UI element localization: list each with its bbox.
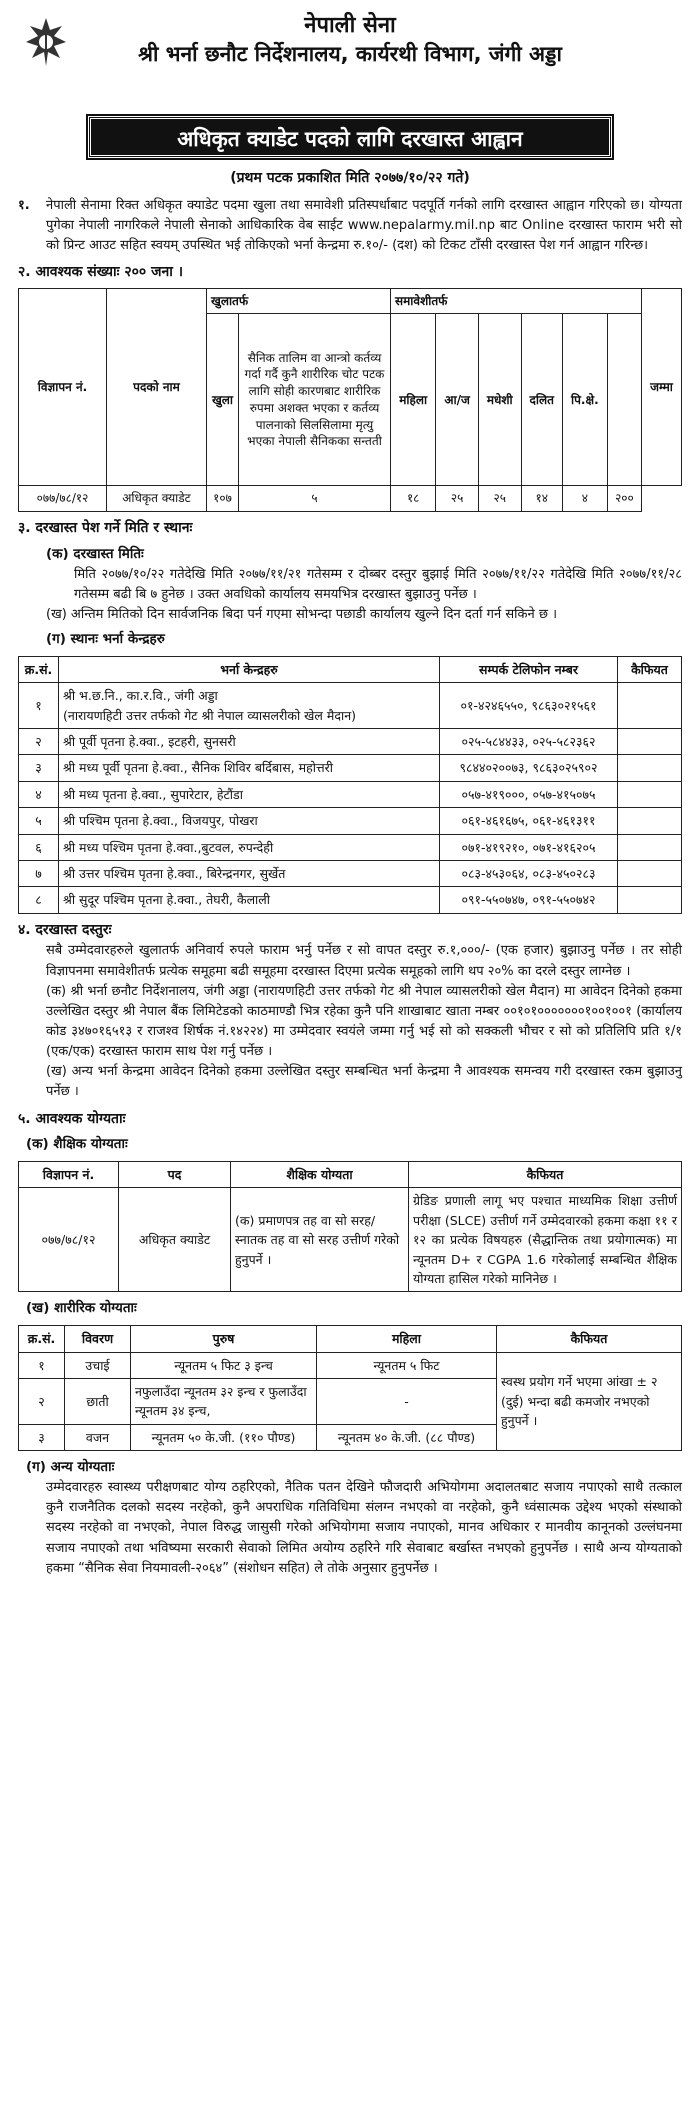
phys-header-female: महिला (317, 1326, 497, 1352)
section-3-ka-text: मिति २०७७/१०/२२ गतेदेखि मिति २०७७/११/२१ गतेसम्म र दोब्बर दस्तुर बुझाई मिति २०७७/११/२२ गतेदेखि मिति २०७७/११/२८ गतेसम्म बढी बि ७ हुनेछ । उक्त अवधिको कार्यालय समयभित्र दरखास्त बुझाउनु पर्नेछ । (74, 566, 682, 602)
center-name (59, 683, 440, 729)
vacancy-cell: १०७ (207, 486, 239, 512)
section-1-number: १. (18, 197, 30, 213)
centers-header-phone: सम्पर्क टेलिफोन नम्बर (440, 656, 618, 682)
phys-cell-sn: १ (19, 1352, 65, 1378)
section-1-text: नेपाली सेनामा रिक्त अधिकृत क्याडेट पदमा खुला तथा समावेशी प्रतिस्पर्धाबाट पदपूर्ति गर्नको लागि दरखास्त आह्वान गरिएको छ। योग्यता पुगेका नेपाली नागरिकले नेपाली सेनाको आधिकारिक वेब साईट www.nepalarmy.mil.np बाट Online दरखास्त फाराम भरी सो को प्रिन्ट आउट सहित स्वयम् उपस्थित भई तोकिएको भर्ना केन्द्रमा रु.१०/- (दश) को टिकट टाँसी दरखास्त पेश गर्न आह्वान गरिन्छ। (46, 197, 682, 253)
center-name (59, 887, 440, 913)
phys-cell-desc: छाती (65, 1379, 131, 1425)
vacancy-header-ad: विज्ञापन नं. (19, 288, 107, 486)
phys-cell-female: न्यूनतम ५ फिट (317, 1352, 497, 1378)
vacancy-table (18, 288, 682, 512)
directorate-name: श्री भर्ना छनौट निर्देशनालय, कार्यरथी विभाग, जंगी अड्डा (138, 42, 562, 66)
center-name-line: श्री उत्तर पश्चिम पृतना हे.क्वा., बिरेन्द्रनगर, सुर्खेत (63, 865, 286, 881)
center-sn: ३ (19, 755, 59, 781)
center-sn: ८ (19, 887, 59, 913)
center-phone: ०५७-४१९०००, ०५७-४१५०७५ (440, 781, 618, 807)
table-row (19, 1352, 682, 1378)
center-sn: ४ (19, 781, 59, 807)
table-row (19, 729, 682, 755)
phys-cell-remarks: स्वस्थ प्रयोग गर्ने भएमा आंखा ± २ (दुई) भन्दा बढी कमजोर नभएको हुनुपर्ने । (497, 1352, 682, 1451)
section-1 (18, 196, 682, 256)
phys-cell-male: नफुलाउँदा न्यूनतम ३२ इन्च र फुलाउँदा न्यूनतम ३४ इन्च, (131, 1379, 317, 1425)
edu-header-qual: शैक्षिक योग्यता (231, 1162, 409, 1188)
center-name (59, 781, 440, 807)
vacancy-cell: २०० (607, 486, 641, 512)
vacancy-cell: ४ (562, 486, 607, 512)
phys-cell-sn: ३ (19, 1424, 65, 1450)
publication-date: (प्रथम पटक प्रकाशित मिति २०७७/१०/२२ गते) (230, 170, 470, 186)
vacancy-header-total: जम्मा (642, 288, 682, 486)
center-phone: ९८४४०२००७३, ९८६३०२५९०२ (440, 755, 618, 781)
vacancy-header-dalit: दलित (521, 314, 562, 486)
table-row (19, 683, 682, 729)
center-name-line: श्री भ.छ.नि., का.र.वि., जंगी अड्डा (63, 688, 218, 704)
center-name-line: श्री मध्य पृतना हे.क्वा., सुपारेटार, हेटौंडा (63, 786, 243, 802)
notice-banner: अधिकृत क्याडेट पदको लागि दरखास्त आह्वान (88, 116, 612, 158)
edu-header-remarks: कैफियत (409, 1162, 682, 1188)
edu-cell-ad: ०७७/७८/१२ (19, 1188, 119, 1292)
table-row (19, 860, 682, 886)
army-emblem-icon (24, 16, 68, 70)
center-sn: २ (19, 729, 59, 755)
center-name-line: श्री मध्य पूर्वी पृतना हे.क्वा., सैनिक शिविर बर्दिबास, महोत्तरी (63, 760, 333, 776)
phys-cell-male: न्यूनतम ५० के.जी. (११० पौण्ड) (131, 1424, 317, 1450)
section-5-title: ५. आवश्यक योग्यताः (18, 1110, 126, 1127)
phys-cell-female: - (317, 1379, 497, 1425)
center-name-line: श्री मध्य पश्चिम पृतना हे.क्वा.,बुटवल, रुपन्देही (63, 839, 274, 855)
table-row (19, 808, 682, 834)
center-remarks (618, 887, 682, 913)
vacancy-cell: २५ (436, 486, 478, 512)
section-5-kha-title: (ख) शारीरिक योग्यताः (26, 1300, 137, 1317)
recruitment-centers-table (18, 656, 682, 914)
center-name-detail: (नारायणहिटी उत्तर तर्फको गेट श्री नेपाल व्यासलरीको खेल मैदान) (63, 707, 357, 723)
phys-header-desc: विवरण (65, 1326, 131, 1352)
center-phone: ०९१-५५०७४७, ०९१-५५०७४२ (440, 887, 618, 913)
section-3-ka-title: (क) दरखास्त मितिः (46, 545, 144, 562)
vacancy-header-aj: आ/ज (436, 314, 478, 486)
edu-header-post: पद (119, 1162, 231, 1188)
phys-cell-desc: वजन (65, 1424, 131, 1450)
phys-cell-sn: २ (19, 1379, 65, 1425)
notice-header (18, 12, 682, 110)
center-sn: ७ (19, 860, 59, 886)
center-name (59, 755, 440, 781)
edu-cell-post: अधिकृत क्याडेट (119, 1188, 231, 1292)
phys-header-sn: क्र.सं. (19, 1326, 65, 1352)
section-3-ga-title: (ग) स्थानः भर्ना केन्द्रहरु (46, 631, 165, 648)
center-phone: ०७१-४१९२१०, ०७१-४१६२०५ (440, 834, 618, 860)
center-phone: ०२५-५८४४३३, ०२५-५८२३६२ (440, 729, 618, 755)
table-row (19, 887, 682, 913)
section-4-kha: (ख) अन्य भर्ना केन्द्रमा आवेदन दिनेको हकमा उल्लेखित दस्तुर सम्बन्धित भर्ना केन्द्रमा नै आवश्यक समन्वय गरी दरखास्त रकम बुझाउनु पर्नेछ । (46, 1064, 682, 1100)
center-name (59, 729, 440, 755)
table-row (19, 755, 682, 781)
center-sn: ५ (19, 808, 59, 834)
physical-table (18, 1325, 682, 1451)
section-4-p1: सबै उम्मेदवारहरुले खुलातर्फ अनिवार्य रुपले फाराम भर्नु पर्नेछ र सो वापत दस्तुर रु.१,०००/- (एक हजार) बुझाउनु पर्नेछ । तर सोही विज्ञापनमा समावेशीतर्फ प्रत्येक समूहमा बढी समूहमा दरखास्त दिएमा प्रत्येक समूहको लागि थप २०% का दरले दस्तुर लाग्नेछ । (46, 943, 682, 979)
phys-cell-desc: उचाई (65, 1352, 131, 1378)
vacancy-cell: ०७७/७८/१२ (19, 486, 107, 512)
vacancy-header-inclusive: समावेशीतर्फ (391, 288, 642, 314)
section-2-title: २. आवश्यक संख्याः २०० जना । (18, 264, 184, 281)
vacancy-header-pichhadiyeko: पि.क्षे. (562, 314, 607, 486)
center-phone: ०८३-४५३०६४, ०८३-४५०२८३ (440, 860, 618, 886)
vacancy-header-female: महिला (391, 314, 436, 486)
centers-header-sn: क्र.सं. (19, 656, 59, 682)
vacancy-header-madhesi: मधेशी (478, 314, 521, 486)
center-name (59, 808, 440, 834)
table-row (19, 486, 682, 512)
table-row (19, 834, 682, 860)
vacancy-cell: १४ (521, 486, 562, 512)
vacancy-header-khula: खुला (207, 314, 239, 486)
vacancy-header-open: खुलातर्फ (207, 288, 391, 314)
phys-cell-female: न्यूनतम ४० के.जी. (८८ पौण्ड) (317, 1424, 497, 1450)
edu-cell-qual: (क) प्रमाणपत्र तह वा सो सरह/ स्नातक तह वा सो सरह उत्तीर्ण गरेको हुनुपर्ने । (231, 1188, 409, 1292)
center-remarks (618, 781, 682, 807)
section-3-title: ३. दरखास्त पेश गर्ने मिति र स्थानः (18, 519, 193, 536)
table-row (19, 781, 682, 807)
center-phone: ०६१-४६१६७५, ०६१-४६१३११ (440, 808, 618, 834)
section-5-ka-title: (क) शैक्षिक योग्यताः (26, 1136, 128, 1153)
vacancy-header-post: पदको नाम (107, 288, 207, 486)
center-name-line: श्री पूर्वी पृतना हे.क्वा., इटहरी, सुनसरी (63, 734, 236, 750)
center-remarks (618, 729, 682, 755)
org-name: नेपाली सेना (304, 13, 396, 38)
edu-cell-remarks: ग्रेडिङ प्रणाली लागू भए पश्चात माध्यमिक शिक्षा उत्तीर्ण परीक्षा (SLCE) उत्तीर्ण गर्ने उम्मेदवारको हकमा कक्षा ११ र १२ का प्रत्येक विषयहरु (सैद्धान्तिक तथा प्रयोगात्मक) मा न्यूनतम D+ र CGPA 1.6 गरेकोलाई सम्बन्धित शैक्षिक योग्यता हासिल गरेको मानिनेछ । (409, 1188, 682, 1292)
vacancy-cell: ५ (239, 486, 391, 512)
vacancy-cell: १८ (391, 486, 436, 512)
center-sn: ६ (19, 834, 59, 860)
center-name-line: श्री पश्चिम पृतना हे.क्वा., विजयपुर, पोखरा (63, 813, 258, 829)
center-remarks (618, 755, 682, 781)
edu-header-ad: विज्ञापन नं. (19, 1162, 119, 1188)
center-name (59, 834, 440, 860)
center-sn: १ (19, 683, 59, 729)
center-phone: ०१-४२४६५५०, ९८६३०२१५६१ (440, 683, 618, 729)
section-4-ka: (क) श्री भर्ना छनौट निर्देशनालय, जंगी अड्डा (नारायणहिटी उत्तर तर्फको गेट श्री नेपाल व्यासलरीको खेल मैदान) मा आवेदन दिनेको हकमा उल्लेखित दस्तुर श्री नेपाल बैंक लिमिटेडको काठमाण्डौ भित्र रहेका कुनै पनि शाखाबाट खाता नम्बर ००१०१०००००००१००१००१ (कार्यालय कोड ३४७०१६५१३ र राजश्व शिर्षक नं.१४२२४) मा उम्मेदवार स्वयंले जम्मा गर्नु भई सो को सक्कली भौचर र सो को प्रतिलिपि प्रति १/१ (एक/एक) दरखास्त फाराम साथ पेश गर्नु पर्नेछ । (46, 983, 682, 1060)
phys-header-male: पुरुष (131, 1326, 317, 1352)
education-table (18, 1161, 682, 1292)
center-remarks (618, 808, 682, 834)
section-5-ga-text: उम्मेदवारहरु स्वास्थ्य परीक्षणबाट योग्य ठहरिएको, नैतिक पतन देखिने फौजदारी अभियोगमा अदालतबाट सजाय नपाएको साथै तत्काल कुनै राजनैतिक दलको सदस्य नरहेको, कुनै अपराधिक गतिविधिमा संलग्न नभएको वा नरहेको, कुनै ध्वंसात्मक उद्देश्य भएको संस्थाको सदस्य नरहेको वा नभएको, नेपाल विरुद्ध जासुसी गरेको अभियोगमा सजाय नपाएको, मानव अधिकार र मानवीय कानूनको उल्लंघनमा सजाय नपाएको तथा भविष्यमा सरकारी सेवाको लिमित अयोग्य ठहरिने गरि सेवाबाट बर्खास्त नभएको हुनुपर्नेछ । साथै अन्य योग्यताको हकमा “सैनिक सेवा नियमावली-२०६४” (संशोधन सहित) ले तोके अनुसार हुनुपर्नेछ । (46, 1480, 682, 1576)
section-3-kha-text: (ख) अन्तिम मितिको दिन सार्वजनिक बिदा पर्न गएमा सोभन्दा पछाडी कार्यालय खुल्ने दिन दर्ता गर्न सकिने छ । (46, 606, 557, 622)
vacancy-header-martyr: सैनिक तालिम वा आन्त्रो कर्तव्य गर्दा गर्दै कुनै शारीरिक चोट पटक लागि सोही कारणबाट शारीरिक रुपमा अशक्त भएका र कर्तव्य पालनाको सिलसिलामा मृत्यु भएका नेपाली सैनिकका सन्तती (239, 314, 391, 486)
section-4-title: ४. दरखास्त दस्तुरः (18, 921, 112, 938)
centers-body (19, 683, 682, 913)
center-name (59, 860, 440, 886)
vacancy-cell: २५ (478, 486, 521, 512)
center-remarks (618, 860, 682, 886)
vacancy-cell: अधिकृत क्याडेट (107, 486, 207, 512)
centers-header-center: भर्ना केन्द्रहरु (59, 656, 440, 682)
center-remarks (618, 834, 682, 860)
center-name-line: श्री सुदूर पश्चिम पृतना हे.क्वा., तेघरी, कैलाली (63, 892, 271, 908)
phys-header-remarks: कैफियत (497, 1326, 682, 1352)
centers-header-remarks: कैफियत (618, 656, 682, 682)
phys-cell-male: न्यूनतम ५ फिट ३ इन्च (131, 1352, 317, 1378)
table-row (19, 1188, 682, 1292)
center-remarks (618, 683, 682, 729)
section-5-ga-title: (ग) अन्य योग्यताः (26, 1459, 115, 1476)
